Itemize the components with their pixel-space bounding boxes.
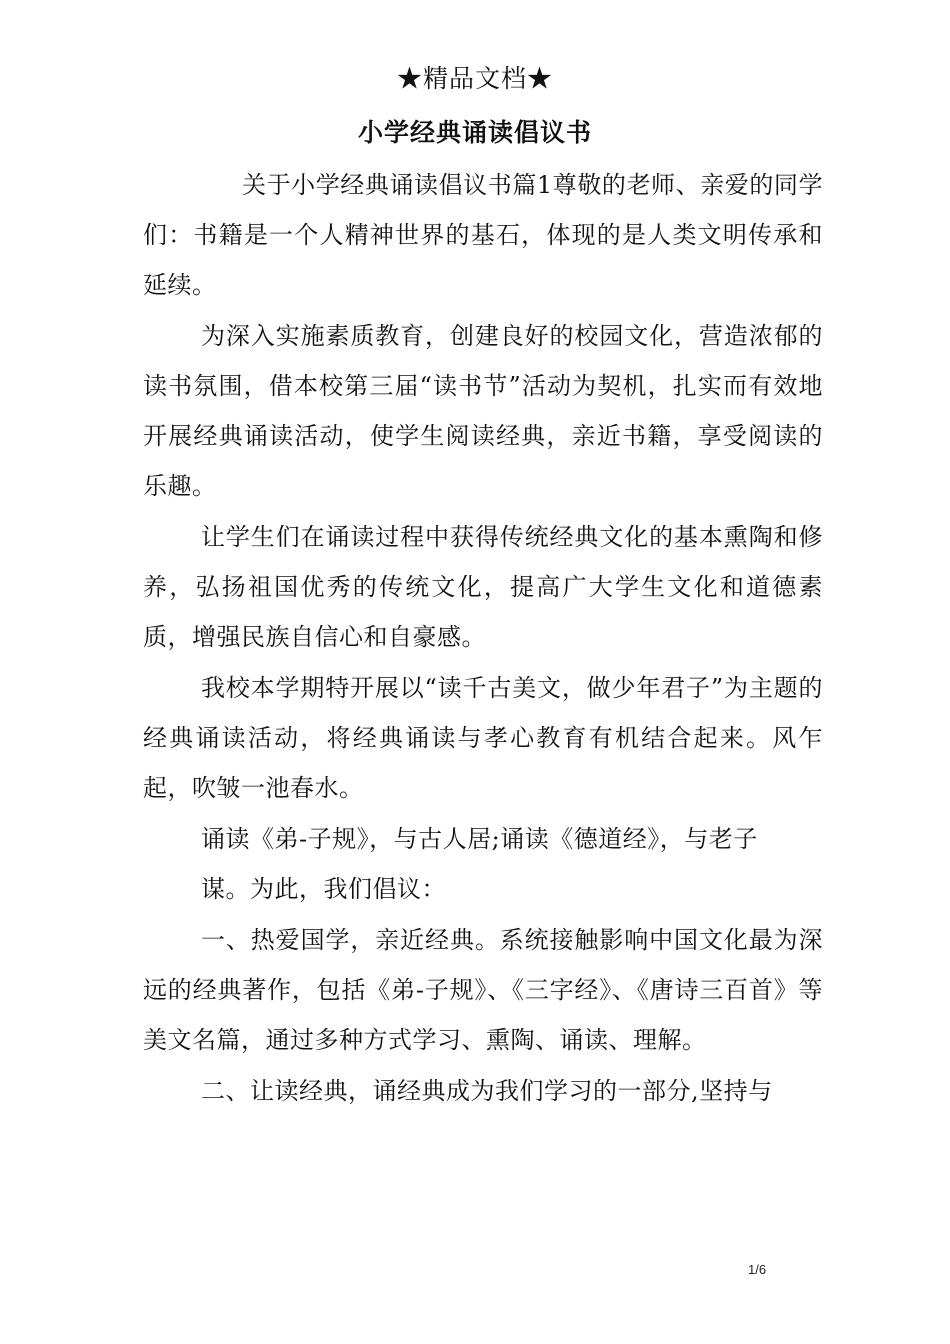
paragraph-5-line-2: 谋。为此，我们倡议： xyxy=(201,875,446,903)
paragraph-3: 让学生们在诵读过程中获得传统经典文化的基本熏陶和修养，弘扬祖国优秀的传统文化，提高广大学生文化和道德素质，增强民族自信心和自豪感。 xyxy=(143,523,823,651)
page-number: 1/6 xyxy=(748,1262,767,1277)
paragraph-7: 二、让读经典，诵经典成为我们学习的一部分,坚持与 xyxy=(201,1077,773,1105)
paragraph-4: 我校本学期特开展以“读千古美文，做少年君子”为主题的经典诵读活动，将经典诵读与孝心教育有机结合起来。风乍起，吹皱一池春水。 xyxy=(143,674,823,802)
paragraph-6: 一、热爱国学，亲近经典。系统接触影响中国文化最为深远的经典著作，包括《弟-子规》、《三字经》、《唐诗三百首》等美文名篇，通过多种方式学习、熏陶、诵读、理解。 xyxy=(143,926,823,1054)
paragraph-2: 为深入实施素质教育，创建良好的校园文化，营造浓郁的读书氛围，借本校第三届“读书节”活动为契机，扎实而有效地开展经典诵读活动，使学生阅读经典，亲近书籍，享受阅读的乐趣。 xyxy=(143,322,823,500)
document-header: ★精品文档★ xyxy=(396,64,553,93)
paragraph-1: 关于小学经典诵读倡议书篇1尊敬的老师、亲爱的同学们：书籍是一个人精神世界的基石，体现的是人类文明传承和延续。 xyxy=(143,171,823,299)
document-body xyxy=(143,160,823,1117)
paragraph-5 xyxy=(143,814,823,914)
document-title: 小学经典诵读倡议书 xyxy=(357,118,592,147)
paragraph-5-line-1: 诵读《弟-子规》，与古人居;诵读《德道经》，与老子 xyxy=(201,825,758,853)
